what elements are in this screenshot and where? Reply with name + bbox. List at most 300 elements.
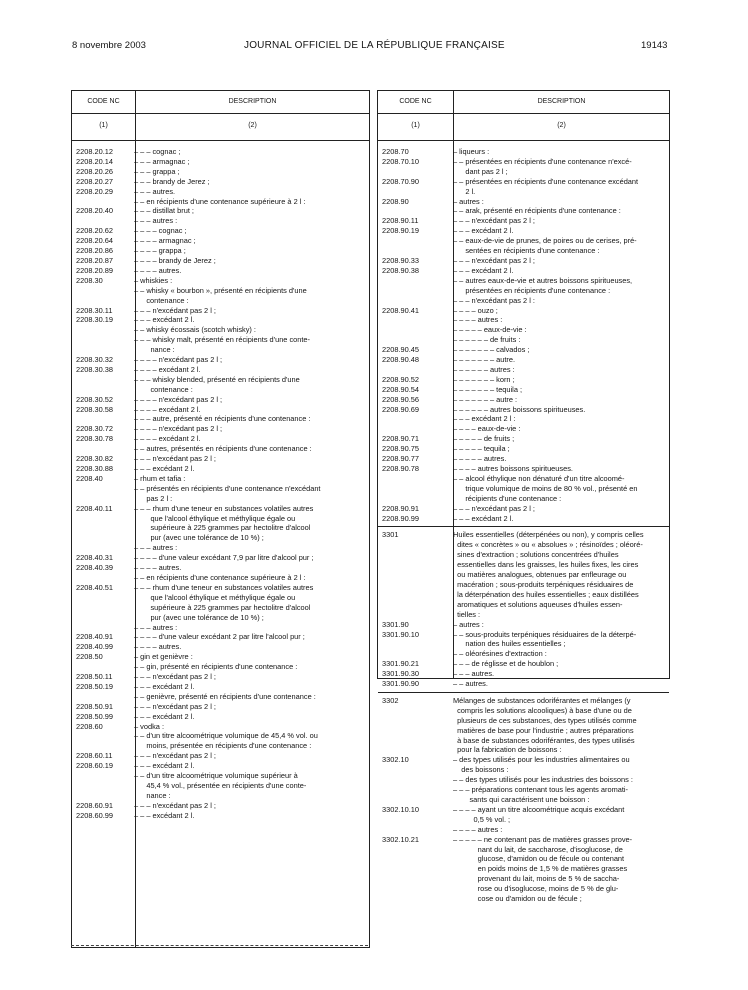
nc-description: – – – excédant 2 l. [134,464,195,473]
section-separator [378,526,669,527]
table-row [72,642,369,652]
nc-code: 2208.20.26 [76,166,113,176]
nc-code: 2208.20.27 [76,176,113,186]
nc-code: 2208.20.29 [76,186,113,196]
nc-description: – – – n'excédant pas 2 l ; [134,701,216,711]
nc-description: – – – – – – autres : [453,364,515,374]
table-row [378,147,669,157]
nc-description: – – – – n'excédant pas 2 l ; [134,394,223,404]
nc-description: – – – n'excédant pas 2 l ; [134,672,216,682]
table-row [72,573,369,583]
table-row [378,355,669,365]
table-row [378,805,669,825]
nc-description: – – d'un titre alcoométrique volumique de 45,4 % vol. ou moins, présentée en récipients d'une contenance : [134,731,318,751]
nc-code: 3301.90.21 [382,659,419,669]
table-row [378,206,669,216]
nc-code: 2208.30 [76,275,103,285]
code-column-number: (1) [99,122,108,129]
table-row [378,679,669,689]
page-header [0,0,748,70]
nc-description: – – alcool éthylique non dénaturé d'un titre alcoomé- trique volumique de moins de 80 % vol., présenté en récipients d'une contenance : [453,473,638,503]
nc-code: 2208.50.91 [76,701,113,711]
table-row [378,630,669,650]
nc-code: 2208.30.19 [76,315,113,325]
nc-description: – – whisky écossais (scotch whisky) : [134,325,256,335]
nc-description: – – – – d'une valeur excédant 7,9 par litre d'alcool pur ; [134,553,314,563]
nc-description: – autres : [453,196,484,206]
nc-code: 2208.40.11 [76,503,113,513]
table-row [378,226,669,236]
table-row [378,530,669,619]
nc-code: 3301.90.30 [382,669,419,679]
table-row [378,755,669,775]
table-row [72,553,369,563]
nc-code [378,414,453,424]
table-row [378,669,669,679]
nc-code: 3302.10.10 [382,804,419,814]
table-row [72,563,369,573]
nc-code: 3301.90 [382,619,409,629]
nc-description: Mélanges de substances odoriférantes et mélanges (y compris les solutions alcooliques) à base d'une ou de plusieurs de ces substances, des types utilisés comme matières de base pour l'industrie ; autres préparations à base de substances odoriférantes, des types utilisés pour la fabrication de boissons : [453,695,637,755]
table-row [72,543,369,553]
nc-code: 2208.90.48 [382,355,419,365]
nc-description: – – genièvre, présenté en récipients d'une contenance : [134,691,316,701]
nc-description: – – – – ouzo ; [453,305,498,315]
nc-description: – – – n'excédant pas 2 l ; [134,751,216,761]
table-row [72,761,369,771]
nc-description: – des types utilisés pour les industries alimentaires ou des boissons : [453,755,630,775]
nc-description: – – – n'excédant pas 2 l ; [453,216,535,226]
nc-code: 2208.20.62 [76,226,113,236]
nc-description: – – présentées en récipients d'une contenance n'excé- dant pas 2 l ; [453,156,632,176]
nc-code: 2208.70 [382,147,409,156]
nc-code [72,375,134,395]
table-row [72,206,369,216]
truncated-footer-line [71,945,368,946]
section-separator [378,692,669,693]
table-row [378,236,669,256]
nc-code [378,206,453,216]
nc-description: – – – de réglisse et de houblon ; [453,659,559,669]
nc-code [72,335,134,355]
nc-code: 2208.90.56 [382,394,419,404]
nc-description: – – – – autres. [134,563,182,573]
nc-description: – – – – armagnac ; [134,236,196,246]
table-row [378,659,669,669]
nc-description: – – – – – – – calvados ; [453,345,530,355]
table-row [72,414,369,424]
nc-description: – – – excédant 2 l. [134,315,195,325]
right-rows [378,147,669,904]
table-row [72,504,369,544]
table-row [72,256,369,266]
nc-description: – – – – n'excédant pas 2 l ; [134,355,223,365]
nc-description: – – – – cognac ; [134,226,187,236]
table-row [72,236,369,246]
table-row [72,276,369,286]
code-column-number: (1) [411,122,420,129]
nc-description: – – – grappa ; [134,166,180,176]
table-row [378,504,669,514]
nc-description: – – – – excédant 2 l. [134,404,201,414]
nc-description: – – – n'excédant pas 2 l ; [134,305,216,315]
nc-description: – – – excédant 2 l. [453,265,514,275]
table-row [378,335,669,345]
nc-description: – – – excédant 2 l. [134,761,195,771]
left-rows [72,147,369,821]
nc-code: 2208.50 [76,652,103,662]
nc-code: 2208.60.19 [76,761,113,771]
nc-code: 2208.90.77 [382,454,419,464]
nc-description: – – – – eaux-de-vie : [453,424,521,434]
nc-code: 2208.30.88 [76,464,113,473]
nc-code [378,775,453,785]
table-row [378,835,669,904]
nc-code: 2208.40.51 [76,582,113,592]
table-row [72,395,369,405]
nc-description: – – – – d'une valeur excédant 2 par litre l'alcool pur ; [134,632,305,642]
page-number: 19143 [641,40,668,51]
nc-code: 2208.40.91 [76,632,113,642]
table-row [378,306,669,316]
table-row [378,276,669,296]
table-row [378,620,669,630]
nc-code [72,414,134,424]
nc-code: 2208.90.99 [382,513,419,523]
nc-description: – – – – grappa ; [134,246,186,256]
nc-code [378,236,453,256]
nc-description: – – – – – eaux-de-vie : [453,325,527,335]
description-column-number: (2) [248,122,257,129]
nc-description: – liqueurs : [453,147,490,156]
table-row [72,355,369,365]
nc-code: 2208.30.32 [76,355,113,365]
table-row [72,147,369,157]
table-row [378,385,669,395]
nc-description: – – – rhum d'une teneur en substances volatiles autres que l'alcool éthylique et méthylique égale ou supérieure à 225 grammes par hectolitre d'alcool pur (avec une tolérance de 10 %) ; [134,582,314,622]
nc-code [72,573,134,583]
table-row [72,306,369,316]
nc-code: 2208.30.52 [76,394,113,404]
nc-description: – gin et genièvre : [134,652,193,662]
nc-code: 2208.30.38 [76,364,113,374]
nc-code [72,216,134,226]
nc-code: 2208.90.38 [382,265,419,275]
nc-code: 2208.60 [76,721,103,731]
table-row [378,785,669,805]
publication-date: 8 novembre 2003 [72,40,146,51]
nc-description: – – – – – – – autre : [453,394,518,404]
nc-description: – – – rhum d'une teneur en substances volatiles autres que l'alcool éthylique et méthylique égale ou supérieure à 225 grammes par hectolitre d'alcool pur (avec une tolérance de 10 %) ; [134,503,314,543]
nc-code: 2208.30.58 [76,404,113,414]
nc-description: – – – brandy de Jerez ; [134,176,210,186]
nc-code: 2208.90.78 [382,464,419,473]
nc-code [378,785,453,805]
nc-description: – – – – n'excédant pas 2 l ; [134,424,223,434]
table-row [72,167,369,177]
left-table [71,90,370,948]
nc-description: – – – – – – – autre. [453,355,516,365]
table-row [378,197,669,207]
nc-code: 2208.90.33 [382,255,419,265]
table-row [72,187,369,197]
nc-code: 2208.90.54 [382,384,419,394]
nc-description: – whiskies : [134,275,173,285]
nc-code: 2208.90.11 [382,216,419,226]
table-row [72,811,369,821]
nc-code: 2208.20.40 [76,206,113,216]
table-row [378,345,669,355]
nc-description: – – gin, présenté en récipients d'une contenance : [134,662,298,672]
nc-code: 2208.60.11 [76,751,113,761]
nc-code [378,474,453,504]
nc-description: – – – – ayant un titre alcoométrique acquis excédant 0,5 % vol. ; [453,804,625,824]
table-row [378,365,669,375]
nc-code: 2208.30.72 [76,424,113,434]
table-row [378,216,669,226]
nc-description: – – – n'excédant pas 2 l : [453,295,535,305]
nc-description: – – – excédant 2 l. [134,711,195,721]
table-row [72,484,369,504]
table-row [72,672,369,682]
nc-description: – – – excédant 2 l. [134,810,195,820]
table-row [72,454,369,464]
table-row [378,649,669,659]
nc-code: 3301.90.90 [382,679,419,689]
nc-code [72,623,134,633]
nc-description: – – – – autres boissons spiritueuses. [453,464,573,473]
nc-code: 2208.90.69 [382,404,419,414]
nc-code: 2208.30.78 [76,434,113,444]
nc-code [378,325,453,335]
table-row [72,444,369,454]
nc-description: – – – – autres. [134,642,182,652]
nc-description: – – eaux-de-vie de prunes, de poires ou de cerises, pré- sentées en récipients d'une contenance : [453,236,637,256]
nc-code: 2208.30.82 [76,454,113,464]
nc-description: – – – – – ne contenant pas de matières grasses prove- nant du lait, de saccharose, d'isoglucose, de glucose, d'amidon ou de fécule ou contenant en poids moins de 1,5 % de matières grasses provenant du lait, moins de 5 % de saccha- rose ou d'isoglucose, moins de 5 % de glu- cose ou d'amidon ou de fécule ; [453,834,633,904]
table-row [378,296,669,306]
table-row [72,226,369,236]
table-row [72,177,369,187]
table-row [72,197,369,207]
nc-code: 2208.20.87 [76,255,113,265]
nc-code [72,731,134,751]
nc-code: 2208.90.91 [382,503,419,513]
nc-description: – vodka : [134,721,164,731]
nc-description: – – d'un titre alcoométrique volumique supérieur à 45,4 % vol., présentée en récipients d'une conte- nance : [134,771,307,800]
table-row [72,424,369,434]
nc-description: – – – – excédant 2 l. [134,364,201,374]
nc-description: – – – – autres : [453,315,503,325]
table-row [378,315,669,325]
nc-description: – – – excédant 2 l : [453,414,516,424]
table-row [72,266,369,276]
table-row [72,652,369,662]
nc-code: 2208.20.14 [76,156,113,166]
table-row [378,375,669,385]
table-row [72,712,369,722]
nc-code: 2208.90.52 [382,374,419,384]
nc-description: Huiles essentielles (déterpénées ou non), y compris celles dites « concrètes » ou « absolues » ; résinoïdes ; oléoré- sines d'extraction ; solutions concentrées d'huiles essentielles dans les graisses, les huiles fixes, les cires ou matières analogues, obtenues par enfleurage ou macération ; sous-produits terpéniques résiduaires de la déterpénation des huiles essentielles ; eaux distillées aromatiques et solutions aqueuses d'huiles essen- tielles : [453,530,644,619]
table-row [378,266,669,276]
table-row [72,801,369,811]
nc-code: 3302 [382,695,399,705]
nc-description: – – – – autres : [453,824,503,834]
nc-code [378,825,453,835]
nc-code [72,444,134,454]
nc-code: 2208.20.64 [76,236,113,246]
table-row [72,434,369,444]
nc-description: – – – – – autres. [453,454,507,464]
right-table [377,90,670,904]
description-column-header: DESCRIPTION [537,98,586,105]
nc-code [72,771,134,801]
nc-code: 3301 [382,530,399,540]
table-row [378,514,669,524]
nc-code: 2208.50.99 [76,711,113,721]
table-row [72,286,369,306]
nc-description: – – – excédant 2 l. [453,226,514,236]
table-row [378,414,669,424]
table-row [378,395,669,405]
table-row [72,771,369,801]
nc-code: 2208.50.19 [76,681,113,691]
nc-description: – – en récipients d'une contenance supérieure à 2 l : [134,572,306,582]
nc-code: 2208.40 [76,473,103,483]
table-row [378,696,669,755]
nc-description: – – – excédant 2 l. [453,513,514,523]
nc-description: – – – autres. [134,186,176,196]
nc-description: – – – n'excédant pas 2 l ; [453,255,535,265]
nc-code: 2208.60.91 [76,800,113,810]
table-row [72,335,369,355]
table-row [378,464,669,474]
nc-code [378,424,453,434]
nc-description: – – whisky « bourbon », présenté en récipients d'une contenance : [134,285,307,305]
table-row [72,692,369,702]
table-row [72,751,369,761]
table-row [378,424,669,434]
nc-code: 2208.90.71 [382,434,419,444]
nc-code [72,286,134,306]
nc-description: – – présentés en récipients d'une contenance n'excédant pas 2 l : [134,483,321,503]
nc-description: – – – n'excédant pas 2 l ; [134,800,216,810]
table-row [378,454,669,464]
nc-description: – – – autre, présenté en récipients d'une contenance : [134,414,311,424]
nc-code: 2208.20.89 [76,265,113,275]
nc-code: 2208.40.31 [76,553,113,563]
nc-description: – – – autres : [134,543,178,553]
nc-code [72,197,134,207]
table-row [72,731,369,751]
nc-description: – – – préparations contenant tous les agents aromati- sants qui caractérisent une boisson : [453,785,629,804]
nc-code: 2208.60.99 [76,810,113,820]
table-row [72,632,369,642]
nc-description: – – – armagnac ; [134,156,190,166]
table-row [72,623,369,633]
nc-description: – – – – – de fruits ; [453,434,515,444]
nc-code [72,484,134,504]
nc-description: – – – whisky malt, présenté en récipients d'une conte- nance : [134,335,311,355]
table-row [378,444,669,454]
nc-code: 3302.10 [382,755,409,765]
table-row [72,325,369,335]
code-column-header: CODE NC [87,98,120,105]
nc-code [72,692,134,702]
nc-description: – – – autres : [134,216,178,226]
nc-description: – – sous-produits terpéniques résiduaires de la déterpé- nation des huiles essentielles ; [453,629,637,649]
description-column-number: (2) [557,122,566,129]
table-row [378,474,669,504]
nc-description: – – – autres. [453,669,495,679]
nc-code: 2208.90.41 [382,305,419,315]
table-row [72,405,369,415]
table-row [72,246,369,256]
nc-description: – – en récipients d'une contenance supérieure à 2 l : [134,196,306,206]
nc-code: 2208.70.10 [382,156,419,166]
nc-code [378,649,453,659]
nc-code [378,315,453,325]
nc-code [378,276,453,296]
nc-description: – – – autres : [134,622,178,632]
nc-description: – – – – – tequila ; [453,444,510,454]
nc-description: – autres : [453,619,484,629]
nc-description: – – autres. [453,679,488,689]
table-row [378,405,669,415]
table-row [378,177,669,197]
table-row [72,216,369,226]
nc-description: – – – – brandy de Jerez ; [134,255,216,265]
table-row [72,464,369,474]
table-row [72,474,369,484]
nc-code [378,296,453,306]
nc-code: 2208.50.11 [76,672,113,682]
nc-description: – – arak, présenté en récipients d'une contenance : [453,206,621,216]
nc-description: – – – – – – – korn ; [453,374,515,384]
nc-code: 2208.90 [382,196,409,206]
description-column-header: DESCRIPTION [228,98,277,105]
table-row [378,325,669,335]
table-row [72,375,369,395]
nc-code: 2208.40.39 [76,563,113,573]
nc-description: – – – cognac ; [134,147,181,156]
nc-code: 2208.30.11 [76,305,113,315]
nc-code: 2208.90.45 [382,345,419,355]
nc-description: – – – – – – de fruits : [453,335,521,345]
nc-code [72,662,134,672]
nc-description: – – – – autres. [134,265,182,275]
table-row [72,702,369,712]
table-row [72,682,369,692]
nc-code: 2208.90.75 [382,444,419,454]
nc-code: 3301.90.10 [382,629,419,639]
nc-description: – – oléorésines d'extraction : [453,649,547,659]
table-row [378,775,669,785]
nc-code: 3302.10.21 [382,834,419,844]
code-column-header: CODE NC [399,98,432,105]
table-row [72,157,369,167]
nc-description: – – – – excédant 2 l. [134,434,201,444]
table-row [72,365,369,375]
table-row [72,583,369,623]
nc-code [378,335,453,345]
nc-description: – rhum et tafia : [134,473,186,483]
nc-description: – – – – – – – tequila ; [453,384,523,394]
nc-description: – – – distillat brut ; [134,206,194,216]
nc-code: 2208.20.12 [76,147,113,156]
nc-code: 2208.20.86 [76,246,113,256]
table-row [378,256,669,266]
